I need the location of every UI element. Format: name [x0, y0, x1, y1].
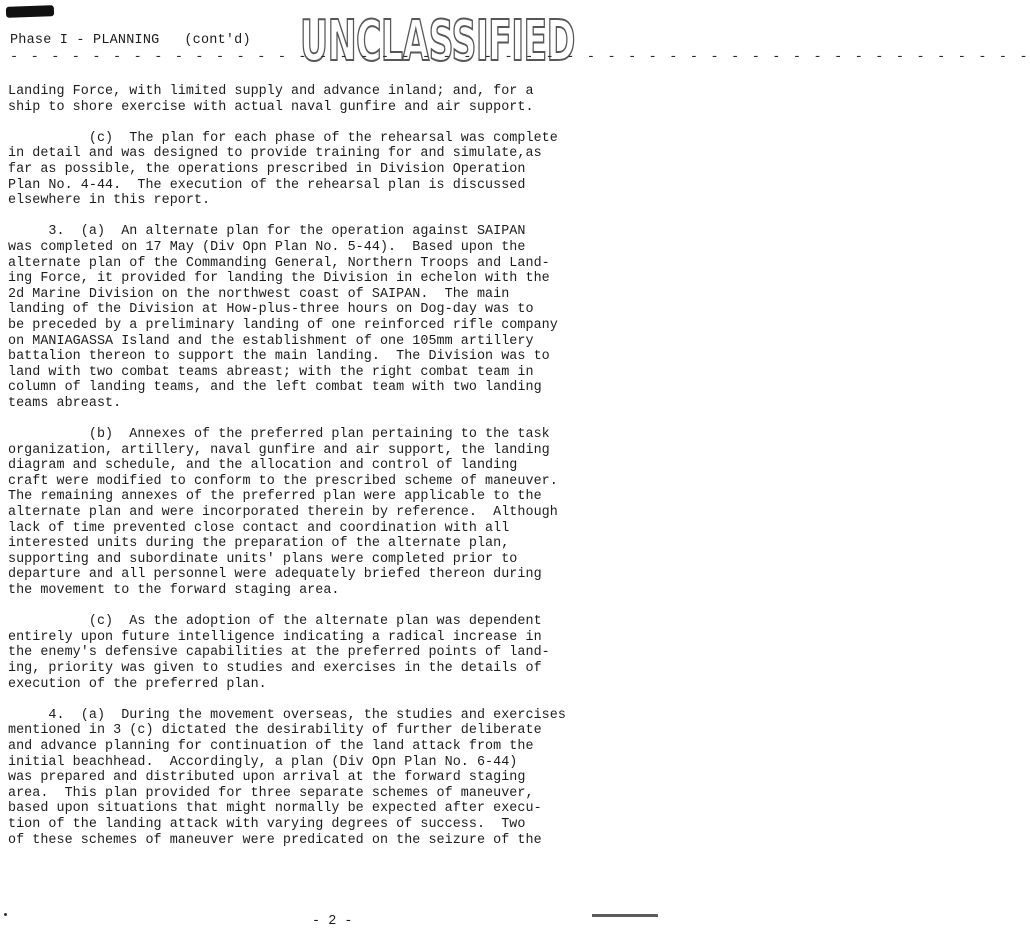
text-line: area. This plan provided for three separate schemes of maneuver,	[8, 785, 534, 801]
text-line: mentioned in 3 (c) dictated the desirability of further deliberate	[8, 723, 542, 739]
text-line: was completed on 17 May (Div Opn Plan No. 5-44). Based upon the	[8, 239, 526, 255]
page-number: - 2 -	[312, 914, 353, 929]
text-line: (c) As the adoption of the alternate plan was dependent	[8, 614, 542, 630]
text-line: based upon situations that might normally be expected after execu-	[8, 801, 542, 817]
text-line: lack of time prevented close contact and coordination with all	[8, 520, 510, 536]
text-line: ship to shore exercise with actual naval gunfire and air support.	[8, 99, 534, 115]
text-line: land with two combat teams abreast; with the right combat team in	[8, 364, 534, 380]
paragraph	[8, 131, 680, 209]
text-line: the movement to the forward staging area.	[8, 583, 340, 598]
footer-classification-mark	[592, 914, 658, 927]
header-continued: (cont'd)	[184, 33, 251, 48]
text-line: the enemy's defensive capabilities at the preferred points of land-	[8, 645, 550, 661]
paragraph	[8, 614, 680, 692]
margin-dot	[4, 913, 7, 916]
text-line: Plan No. 4-44. The execution of the rehearsal plan is discussed	[8, 177, 526, 193]
text-line: alternate plan and were incorporated therein by reference. Although	[8, 505, 558, 521]
text-line: (b) Annexes of the preferred plan pertaining to the task	[8, 427, 550, 443]
text-line: alternate plan of the Commanding General, Northern Troops and Land-	[8, 255, 550, 271]
paragraph	[8, 708, 680, 848]
text-line: on MANIAGASSA Island and the establishment of one 105mm artillery	[8, 333, 534, 349]
text-line: Landing Force, with limited supply and advance inland; and, for a	[8, 84, 534, 99]
text-line: initial beachhead. Accordingly, a plan (Div Opn Plan No. 6-44)	[8, 754, 518, 770]
paragraph	[8, 224, 680, 411]
header-dashed-rule: - - - - - - - - - - - - - - - - - - - - - - - - - - - - - - - - - - - - - - - - - - - - - - - - - -	[10, 50, 1030, 65]
text-line: 3. (a) An alternate plan for the operation against SAIPAN	[8, 224, 526, 240]
paragraph	[8, 84, 680, 115]
text-line: elsewhere in this report.	[8, 193, 211, 209]
text-line: in detail and was designed to provide training for and simulate,as	[8, 146, 542, 162]
document-body	[8, 84, 680, 848]
text-line: tion of the landing attack with varying degrees of success. Two	[8, 816, 526, 832]
text-line: (c) The plan for each phase of the rehearsal was complete	[8, 130, 558, 146]
text-line: column of landing teams, and the left combat team with two landing	[8, 380, 542, 396]
header-title: Phase I - PLANNING	[10, 33, 160, 48]
text-line: battalion thereon to support the main landing. The Division was to	[8, 349, 550, 365]
text-line: was prepared and distributed upon arrival at the forward staging	[8, 770, 526, 786]
text-line: 4. (a) During the movement overseas, the studies and exercises	[8, 707, 566, 723]
text-line: ing, priority was given to studies and exercises in the details of	[8, 660, 542, 676]
text-line: teams abreast.	[8, 395, 122, 411]
page-header	[10, 33, 251, 48]
text-line: and advance planning for continuation of the land attack from the	[8, 738, 534, 754]
redaction-mark	[6, 5, 54, 18]
paragraph	[8, 427, 680, 599]
text-line: The remaining annexes of the preferred plan were applicable to the	[8, 489, 542, 505]
text-line: 2d Marine Division on the northwest coast of SAIPAN. The main	[8, 286, 510, 302]
text-line: far as possible, the operations prescribed in Division Operation	[8, 161, 526, 177]
text-line: diagram and schedule, and the allocation and control of landing	[8, 458, 518, 474]
text-line: be preceded by a preliminary landing of one reinforced rifle company	[8, 317, 558, 333]
classification-stamp: UNCLASSIFIED	[300, 9, 575, 74]
text-line: departure and all personnel were adequately briefed thereon during	[8, 567, 542, 583]
text-line: landing of the Division at How-plus-three hours on Dog-day was to	[8, 302, 534, 318]
text-line: ing Force, it provided for landing the Division in echelon with the	[8, 271, 550, 287]
text-line: organization, artillery, naval gunfire and air support, the landing	[8, 442, 550, 458]
text-line: entirely upon future intelligence indicating a radical increase in	[8, 629, 542, 645]
text-line: supporting and subordinate units' plans were completed prior to	[8, 551, 518, 567]
text-line: craft were modified to conform to the prescribed scheme of maneuver.	[8, 473, 558, 489]
text-line: interested units during the preparation of the alternate plan,	[8, 536, 510, 552]
text-line: of these schemes of maneuver were predicated on the seizure of the	[8, 832, 542, 848]
text-line: execution of the preferred plan.	[8, 676, 267, 692]
